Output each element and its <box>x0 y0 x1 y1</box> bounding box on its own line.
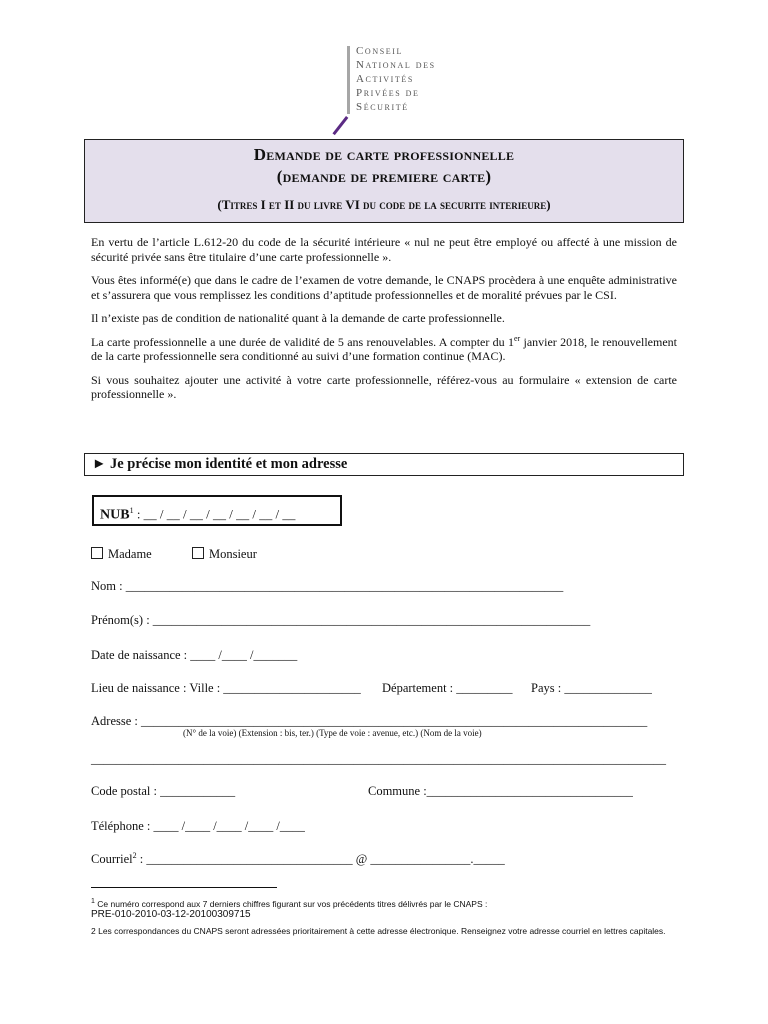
nub-field[interactable] <box>92 495 342 526</box>
footnote-1-text: Ce numéro correspond aux 7 derniers chiffres figurant sur vos précédents titres délivrés par le CNAPS : <box>94 898 488 909</box>
departement-field[interactable]: Département : _________ <box>382 681 513 695</box>
pays-field[interactable]: Pays : ______________ <box>531 681 652 695</box>
logo-line: National des <box>356 59 436 71</box>
footnote-1-example: PRE-010-2010-03-12-20100309715 <box>91 909 251 920</box>
footnote-1 <box>91 896 679 910</box>
paragraph-extension: Si vous souhaitez ajouter une activité à votre carte professionnelle, référez-vous au formulaire « extension de carte professionnelle ». <box>91 372 677 401</box>
document-title: Demande de carte professionnelle <box>253 145 515 164</box>
courriel-blank: : _________________________________ @ ________________._____ <box>136 852 505 867</box>
madame-checkbox[interactable] <box>91 547 103 559</box>
courriel-label: Courriel <box>91 852 133 867</box>
nub-label: NUB <box>100 507 130 523</box>
validite-text-a: La carte professionnelle a une durée de validité de 5 ans renouvelables. A compter du 1 <box>91 334 514 349</box>
date-naissance-field[interactable]: Date de naissance : ____ /____ /_______ <box>91 648 298 662</box>
lieu-naissance-ville-field[interactable]: Lieu de naissance : Ville : ______________________ <box>91 681 361 695</box>
monsieur-checkbox[interactable] <box>192 547 204 559</box>
cnaps-logo <box>342 44 452 140</box>
footnote-rule <box>91 887 277 888</box>
logo-line: Conseil <box>356 45 403 57</box>
prenom-field[interactable]: Prénom(s) : ______________________________________________________________________ <box>91 613 591 627</box>
adresse-hint: (N° de la voie) (Extension : bis, ter.) (Type de voie : avenue, etc.) (Nom de la voie) <box>183 728 482 738</box>
civility-row <box>91 547 257 562</box>
title-box <box>84 139 684 223</box>
logo-text <box>356 44 436 114</box>
paragraph-nationalite: Il n’existe pas de condition de nationalité quant à la demande de carte professionnelle. <box>91 311 505 325</box>
courriel-footnote-ref: 2 <box>132 851 137 860</box>
nub-slots: : __ / __ / __ / __ / __ / __ / __ <box>133 506 296 522</box>
nub-footnote-ref: 1 <box>129 506 134 515</box>
logo-line: Privées de <box>356 87 420 99</box>
courriel-field[interactable] <box>91 851 505 867</box>
monsieur-label: Monsieur <box>208 547 257 561</box>
adresse-field[interactable]: Adresse : _________________________________________________________________________________ <box>91 714 648 728</box>
legal-reference: (Titres I et II du livre VI du code de la securite interieure) <box>217 197 551 212</box>
nom-field[interactable]: Nom : ______________________________________________________________________ <box>91 579 564 593</box>
madame-label: Madame <box>108 547 152 561</box>
footnote-1-number: 1 <box>91 898 95 905</box>
adresse-line2-field[interactable]: ____________________________________________________________________________________________ <box>91 752 666 766</box>
footnote-2: 2 Les correspondances du CNAPS seront adressées prioritairement à cette adresse électronique. Renseignez votre adresse courriel en lettres capitales. <box>91 926 666 936</box>
section-identity-header: ► Je précise mon identité et mon adresse <box>84 453 684 476</box>
logo-line: Activités <box>356 73 414 85</box>
logo-bar <box>347 46 350 114</box>
paragraph-article: En vertu de l’article L.612-20 du code de la sécurité intérieure « nul ne peut être employé ou affecté à une mission de sécurité privée sans être titulaire d’une carte professionnelle ». <box>91 235 677 264</box>
intro-text <box>91 235 677 411</box>
commune-field[interactable]: Commune :_________________________________ <box>368 784 633 798</box>
code-postal-field[interactable]: Code postal : ____________ <box>91 784 236 798</box>
paragraph-enquete: Vous êtes informé(e) que dans le cadre de l’examen de votre demande, le CNAPS procèdera à une enquête administrative et s’assurera que vous remplissez les conditions d’aptitude professionnelles et de moralité prévues par le CSI. <box>91 273 677 302</box>
paragraph-validite <box>91 335 677 364</box>
validite-sup: er <box>513 333 521 343</box>
logo-slash <box>332 116 348 135</box>
validite-text-b: janvier 2018, le renouvellement de la carte professionnelle sera conditionné au suivi d’une formation continue (MAC). <box>91 334 677 363</box>
document-subtitle: (demande de premiere carte) <box>276 167 492 186</box>
logo-line: Sécurité <box>356 101 409 113</box>
telephone-field[interactable]: Téléphone : ____ /____ /____ /____ /____ <box>91 819 305 833</box>
